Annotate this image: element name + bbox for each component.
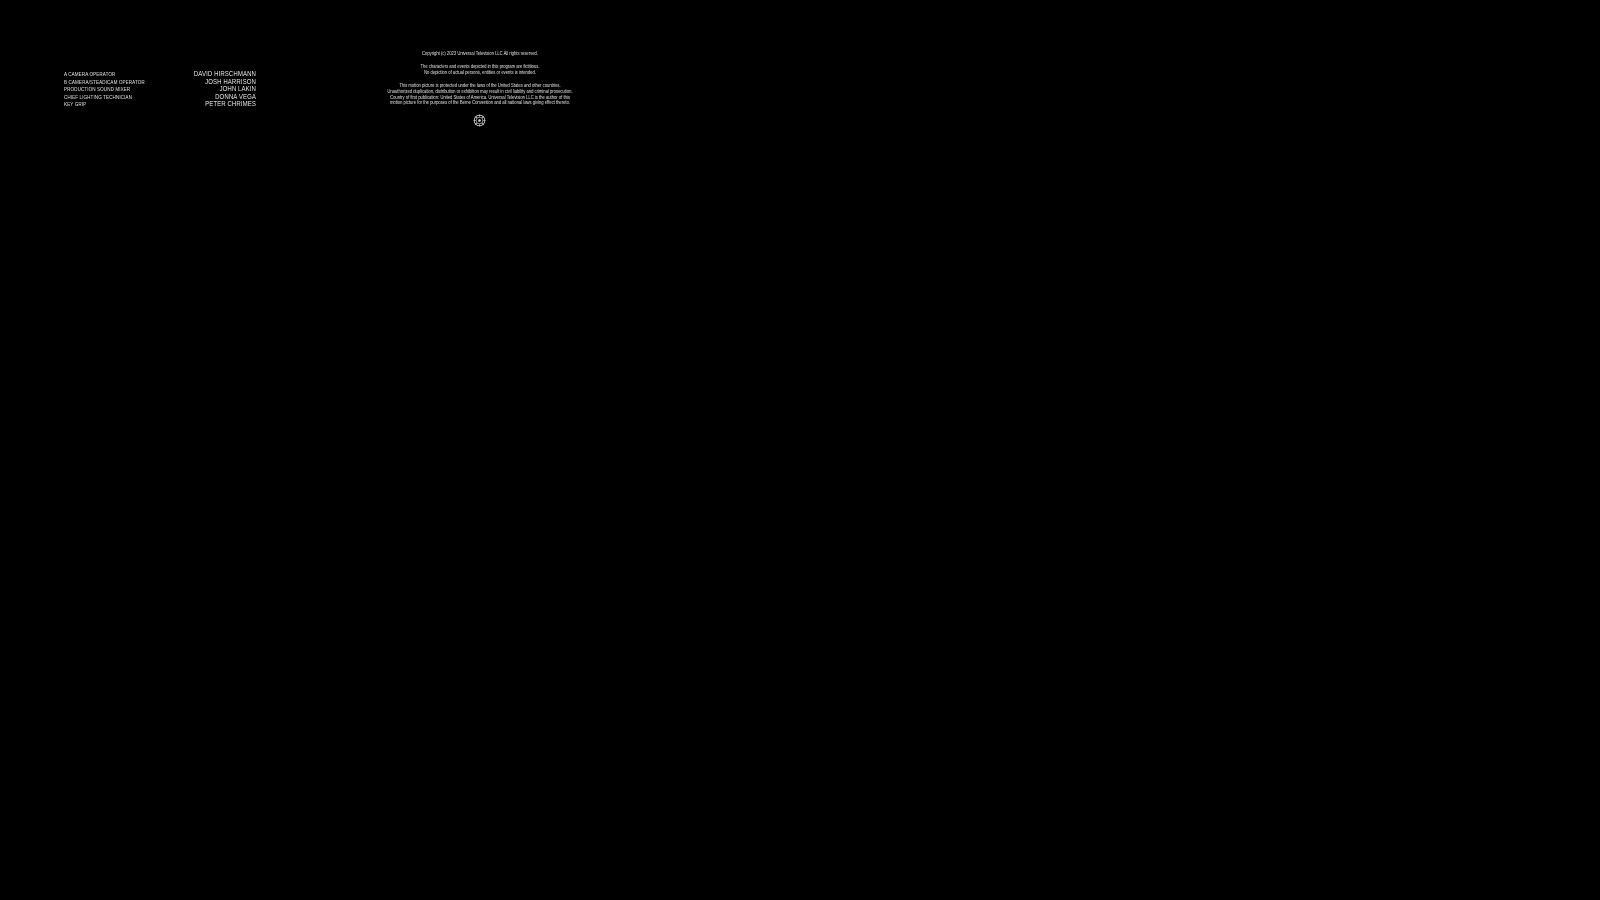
credit-role: KEY GRIP <box>64 102 87 108</box>
credit-role: CHIEF LIGHTING TECHNICIAN <box>64 94 132 101</box>
credit-name: DAVID HIRSCHMANN <box>193 69 256 78</box>
legal-notice <box>360 52 600 107</box>
protection-notice-line: Unauthorized duplication, distribution or exhibition may result in civil liability and criminal prosecution. <box>387 88 573 95</box>
credit-role: B CAMERA/STEADICAM OPERATOR <box>64 79 145 86</box>
credits-names-column <box>150 70 256 108</box>
credit-name: JOHN LAKIN <box>219 84 256 93</box>
credit-role: A CAMERA OPERATOR <box>64 72 116 78</box>
copyright-line: Copyright (c) 2023 Universal Television LLC All rights reserved. <box>422 51 538 57</box>
credit-name: PETER CHRIMES <box>205 99 256 108</box>
fiction-disclaimer-line: No depiction of actual persons, entities or events is intended. <box>424 69 536 76</box>
protection-notice-line: Country of first publication: United States of America. Universal Television LLC is the author of this <box>390 94 570 101</box>
fiction-disclaimer-line: The characters and events depicted in this program are fictitious. <box>420 63 540 70</box>
union-seal-icon <box>473 114 486 127</box>
protection-notice-line: motion picture for the purposes of the Berne Convention and all national laws giving effect thereto. <box>389 100 571 107</box>
credit-name: JOSH HARRISON <box>205 76 256 86</box>
credit-role: PRODUCTION SOUND MIXER <box>64 87 131 93</box>
credit-name: DONNA VEGA <box>215 91 256 101</box>
protection-notice-line: This motion picture is protected under the laws of the United States and other countries. <box>399 82 561 89</box>
